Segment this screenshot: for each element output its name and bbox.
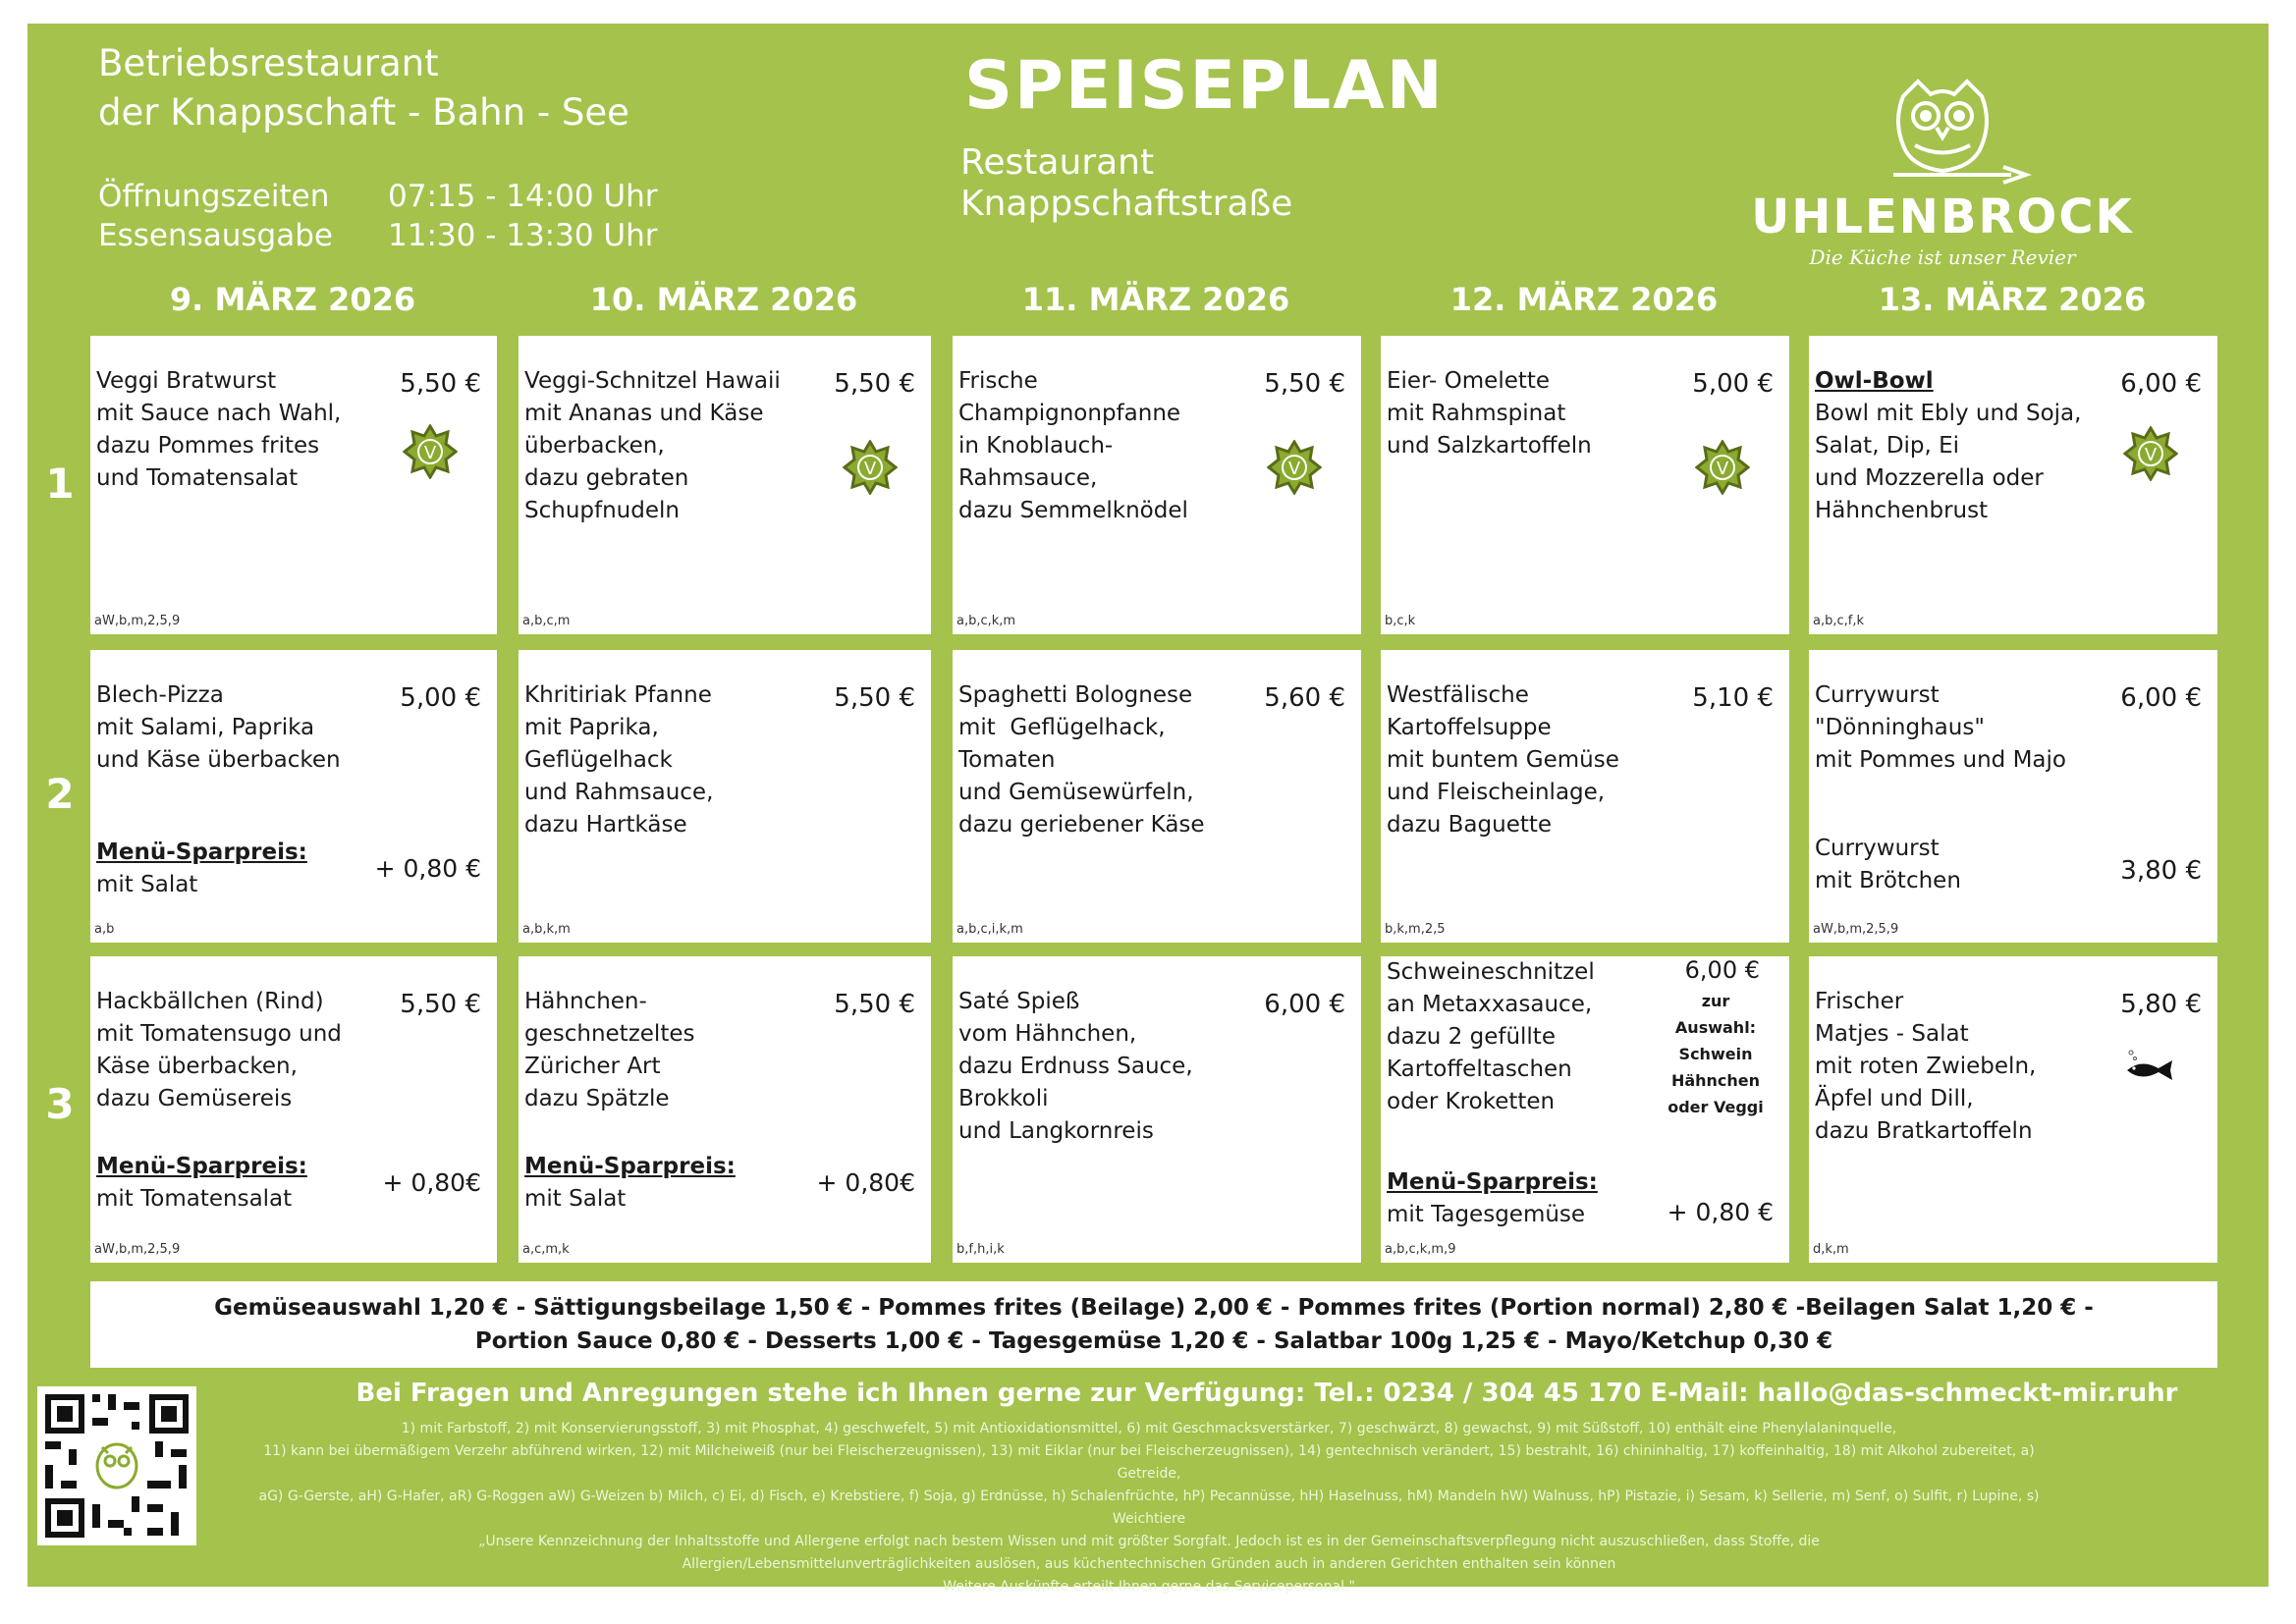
logo-tagline: Die Küche ist unser Revier (1809, 245, 2076, 269)
hours-label: Essensausgabe (98, 218, 333, 253)
menu-card (953, 650, 1361, 943)
sparpreis-text: mit Tagesgemüse (1387, 1202, 1586, 1227)
allergen-codes: a,b,c,m (522, 614, 571, 628)
side-dish-line: Gemüseauswahl 1,20 € - Sättigungsbeilage 1,50 € - Pommes frites (Beilage) 2,00 € - Pommes frites (Portion normal) 2,80 € -Beilagen Salat 1,20 € - (214, 1295, 2094, 1321)
dish-extra-price: 3,80 € (2120, 856, 2202, 886)
menu-card (1381, 336, 1789, 634)
dish-price: 5,00 € (400, 683, 481, 713)
qr-code (37, 1386, 196, 1545)
dish-description: Currywurst "Dönninghaus" mit Pommes und Majo (1815, 682, 2066, 773)
dish-price: 5,50 € (834, 990, 915, 1019)
allergen-codes: b,k,m,2,5 (1385, 922, 1446, 937)
vegetarian-badge-icon (403, 424, 458, 479)
allergen-notes (236, 1418, 2062, 1598)
dish-description: Spaghetti Bolognese mit Geflügelhack, Tomaten und Gemüsewürfeln, dazu geriebener Käse (958, 682, 1205, 838)
hours-value: 07:15 - 14:00 Uhr (388, 179, 658, 214)
dish-description: Hähnchen- geschnetzeltes Züricher Art dazu Spätzle (524, 989, 695, 1111)
restaurant-line2: Knappschaftstraße (960, 184, 1293, 224)
allergen-codes: aW,b,m,2,5,9 (94, 1242, 181, 1257)
dish-price: 5,00 € (1692, 369, 1774, 399)
dish-price: 5,50 € (834, 369, 915, 399)
vegetarian-badge-icon (843, 440, 898, 495)
dish-price: 6,00 € (1264, 990, 1345, 1019)
dish-price: 5,60 € (1264, 683, 1345, 713)
dish-price: 6,00 € (1684, 956, 1760, 984)
allergen-codes: a,b (94, 922, 115, 937)
side-dish-prices (90, 1281, 2217, 1368)
dish-price: 5,50 € (400, 369, 481, 399)
logo-wordmark: UHLENBROCK (1751, 189, 2134, 244)
dish-description: Veggi Bratwurst mit Sauce nach Wahl, dazu Pommes frites und Tomatensalat (96, 368, 342, 491)
note-line: Allergien/Lebensmittelunverträglichkeiten auslösen, aus küchentechnischen Gründen auch in anderen Gerichten enthalten sein können (682, 1556, 1616, 1572)
sparpreis-price: + 0,80 € (374, 854, 481, 883)
allergen-codes: a,b,c,k,m (957, 614, 1016, 628)
sparpreis-text: mit Salat (96, 872, 198, 897)
dish-description: Veggi-Schnitzel Hawaii mit Ananas und Käse überbacken, dazu gebraten Schupfnudeln (524, 368, 781, 523)
note-line: Weichtiere (1112, 1511, 1186, 1527)
date-header: 9. MÄRZ 2026 (169, 281, 416, 318)
svg-text:V: V (2144, 445, 2158, 465)
dish-description: Hackbällchen (Rind) mit Tomatensugo und Käse überbacken, dazu Gemüsereis (96, 989, 342, 1111)
menu-card (1809, 956, 2217, 1263)
restaurant-line1: Restaurant (960, 142, 1155, 183)
menu-sparpreis (524, 1151, 736, 1216)
menu-card (90, 336, 497, 634)
choice-options: zur Auswahl: Schwein Hähnchen oder Veggi (1667, 992, 1764, 1116)
menu-sparpreis (1387, 1166, 1598, 1231)
dish-description: Eier- Omelette mit Rahmspinat und Salzkartoffeln (1387, 368, 1592, 459)
restaurant-name (960, 142, 1292, 225)
date-header: 12. MÄRZ 2026 (1449, 281, 1719, 318)
dish-title: Owl-Bowl (1815, 368, 1934, 394)
dish-description: Khritiriak Pfanne mit Paprika, Geflügelhack und Rahmsauce, dazu Hartkäse (524, 682, 714, 838)
menu-card (519, 336, 931, 634)
dish-extra: Currywurst mit Brötchen (1815, 836, 1961, 893)
note-line: „Unsere Kennzeichnung der Inhaltsstoffe und Allergene erfolgt nach bestem Wissen und mit größter Sorgfalt. Jedoch ist es in der Gemeinschaftsverpflegung nicht auszuschließen, dass Stoffe, die (478, 1534, 1820, 1549)
fish-icon (2121, 1047, 2180, 1086)
sparpreis-label: Menü-Sparpreis: (524, 1154, 736, 1179)
row-number: 3 (45, 1080, 75, 1128)
allergen-codes: a,b,c,i,k,m (957, 922, 1023, 937)
hours-label: Öffnungszeiten (98, 179, 330, 214)
dish-description: Westfälische Kartoffelsuppe mit buntem Gemüse und Fleischeinlage, dazu Baguette (1387, 682, 1619, 838)
date-header: 11. MÄRZ 2026 (1021, 281, 1290, 318)
menu-sparpreis (96, 1151, 307, 1216)
sparpreis-price: + 0,80€ (382, 1168, 481, 1197)
allergen-codes: b,f,h,i,k (957, 1242, 1005, 1257)
allergen-codes: b,c,k (1385, 614, 1416, 628)
note-line: 11) kann bei übermäßigem Verzehr abführend wirken, 12) mit Milcheiweiß (nur bei Fleischerzeugnissen), 13) mit Eiklar (nur bei Fleischerzeugnissen), 14) gentechnisch verändert, 15) bestrahlt, 16) chininhaltig, 17) koffeinhaltig, 18) mit Alkohol zubereitet, a) Getreide, (263, 1443, 2035, 1482)
hours-value: 11:30 - 13:30 Uhr (388, 218, 658, 253)
menu-card (1809, 650, 2217, 943)
svg-text:V: V (423, 443, 437, 463)
allergen-codes: aW,b,m,2,5,9 (94, 614, 181, 628)
allergen-codes: a,c,m,k (522, 1242, 570, 1257)
dish-description: Bowl mit Ebly und Soja, Salat, Dip, Ei und Mozzerella oder Hähnchenbrust (1815, 401, 2082, 523)
allergen-codes: a,b,c,k,m,9 (1385, 1242, 1456, 1257)
dish-price: 5,50 € (1264, 369, 1345, 399)
dish-price: 6,00 € (2120, 369, 2202, 399)
qr-code-icon (37, 1386, 196, 1545)
dish-description: Frischer Matjes - Salat mit roten Zwiebeln, Äpfel und Dill, dazu Bratkartoffeln (1815, 989, 2037, 1144)
allergen-codes: a,b,k,m (522, 922, 571, 937)
dish-description: Schweineschnitzel an Metaxxasauce, dazu 2 gefüllte Kartoffeltaschen oder Kroketten (1387, 959, 1595, 1114)
menu-card (90, 650, 497, 943)
row-number: 1 (45, 460, 75, 508)
dish-price: 5,10 € (1692, 683, 1774, 713)
company-name (98, 39, 629, 137)
sparpreis-label: Menü-Sparpreis: (1387, 1169, 1598, 1195)
date-header: 10. MÄRZ 2026 (589, 281, 858, 318)
menu-card (519, 650, 931, 943)
vegetarian-badge-icon (1267, 440, 1322, 495)
owl-icon (1746, 77, 2139, 194)
sparpreis-price: + 0,80 € (1667, 1198, 1774, 1226)
menu-card (953, 336, 1361, 634)
date-header: 13. MÄRZ 2026 (1878, 281, 2147, 318)
vegetarian-badge-icon (1695, 440, 1750, 495)
note-line: Weitere Auskünfte erteilt Ihnen gerne das Servicepersonal." (943, 1579, 1355, 1595)
allergen-codes: d,k,m (1813, 1242, 1849, 1257)
dish-description: Saté Spieß vom Hähnchen, dazu Erdnuss Sauce, Brokkoli und Langkornreis (958, 989, 1193, 1144)
menu-card (90, 956, 497, 1263)
dish-price: 6,00 € (2120, 683, 2202, 713)
menu-sparpreis (96, 837, 307, 901)
dish-description: Frische Champignonpfanne in Knoblauch- Rahmsauce, dazu Semmelknödel (958, 368, 1188, 523)
sparpreis-text: mit Tomatensalat (96, 1186, 293, 1212)
side-dish-line: Portion Sauce 0,80 € - Desserts 1,00 € - Tagesgemüse 1,20 € - Salatbar 100g 1,25 € - Mayo/Ketchup 0,30 € (474, 1328, 1833, 1354)
menu-card (1381, 956, 1789, 1263)
company-line2: der Knappschaft - Bahn - See (98, 91, 629, 134)
menu-card (519, 956, 931, 1263)
row-number: 2 (45, 770, 75, 818)
note-line: aG) G-Gerste, aH) G-Hafer, aR) G-Roggen aW) G-Weizen b) Milch, c) Ei, d) Fisch, e) Krebstiere, f) Soja, g) Erdnüsse, h) Schalenfrüchte, hP) Pecannüsse, hH) Haselnuss, hM) Mandeln hW) Walnuss, hP) Pistazie, i) Sesam, k) Sellerie, m) Senf, o) Sulfit, r) Lupine, s) (258, 1489, 2040, 1504)
note-line: 1) mit Farbstoff, 2) mit Konservierungsstoff, 3) mit Phosphat, 4) geschwefelt, 5) mit Antioxidationsmittel, 6) mit Geschmacksverstärker, 7) geschwärzt, 8) gewachst, 9) mit Süßstoff, 10) enthält eine Phenylalaninquelle, (401, 1421, 1897, 1436)
sparpreis-label: Menü-Sparpreis: (96, 1154, 307, 1179)
contact-info: Bei Fragen und Anregungen stehe ich Ihnen gerne zur Verfügung: Tel.: 0234 / 304 45 170 E-Mail: hallo@das-schmeckt-mir.ruhr (355, 1379, 2178, 1408)
company-line1: Betriebsrestaurant (98, 42, 439, 84)
page-title: SPEISEPLAN (964, 47, 1445, 125)
allergen-codes: a,b,c,f,k (1813, 614, 1864, 628)
dish-price: 5,50 € (834, 683, 915, 713)
dish-price: 5,50 € (400, 990, 481, 1019)
dish-description: Blech-Pizza mit Salami, Paprika und Käse überbacken (96, 682, 341, 773)
menu-card (953, 956, 1361, 1263)
menu-card (1809, 336, 2217, 634)
dish-price: 5,80 € (2120, 990, 2202, 1019)
vegetarian-badge-icon (2123, 426, 2178, 481)
svg-text:V: V (1716, 459, 1729, 479)
opening-hours (98, 177, 658, 255)
allergen-codes: aW,b,m,2,5,9 (1813, 922, 1899, 937)
menu-card (1381, 650, 1789, 943)
svg-text:V: V (1287, 459, 1301, 479)
svg-text:V: V (863, 459, 877, 479)
sparpreis-label: Menü-Sparpreis: (96, 839, 307, 865)
uhlenbrock-logo (1746, 77, 2139, 273)
sparpreis-price: + 0,80€ (816, 1168, 915, 1197)
sparpreis-text: mit Salat (524, 1186, 627, 1212)
